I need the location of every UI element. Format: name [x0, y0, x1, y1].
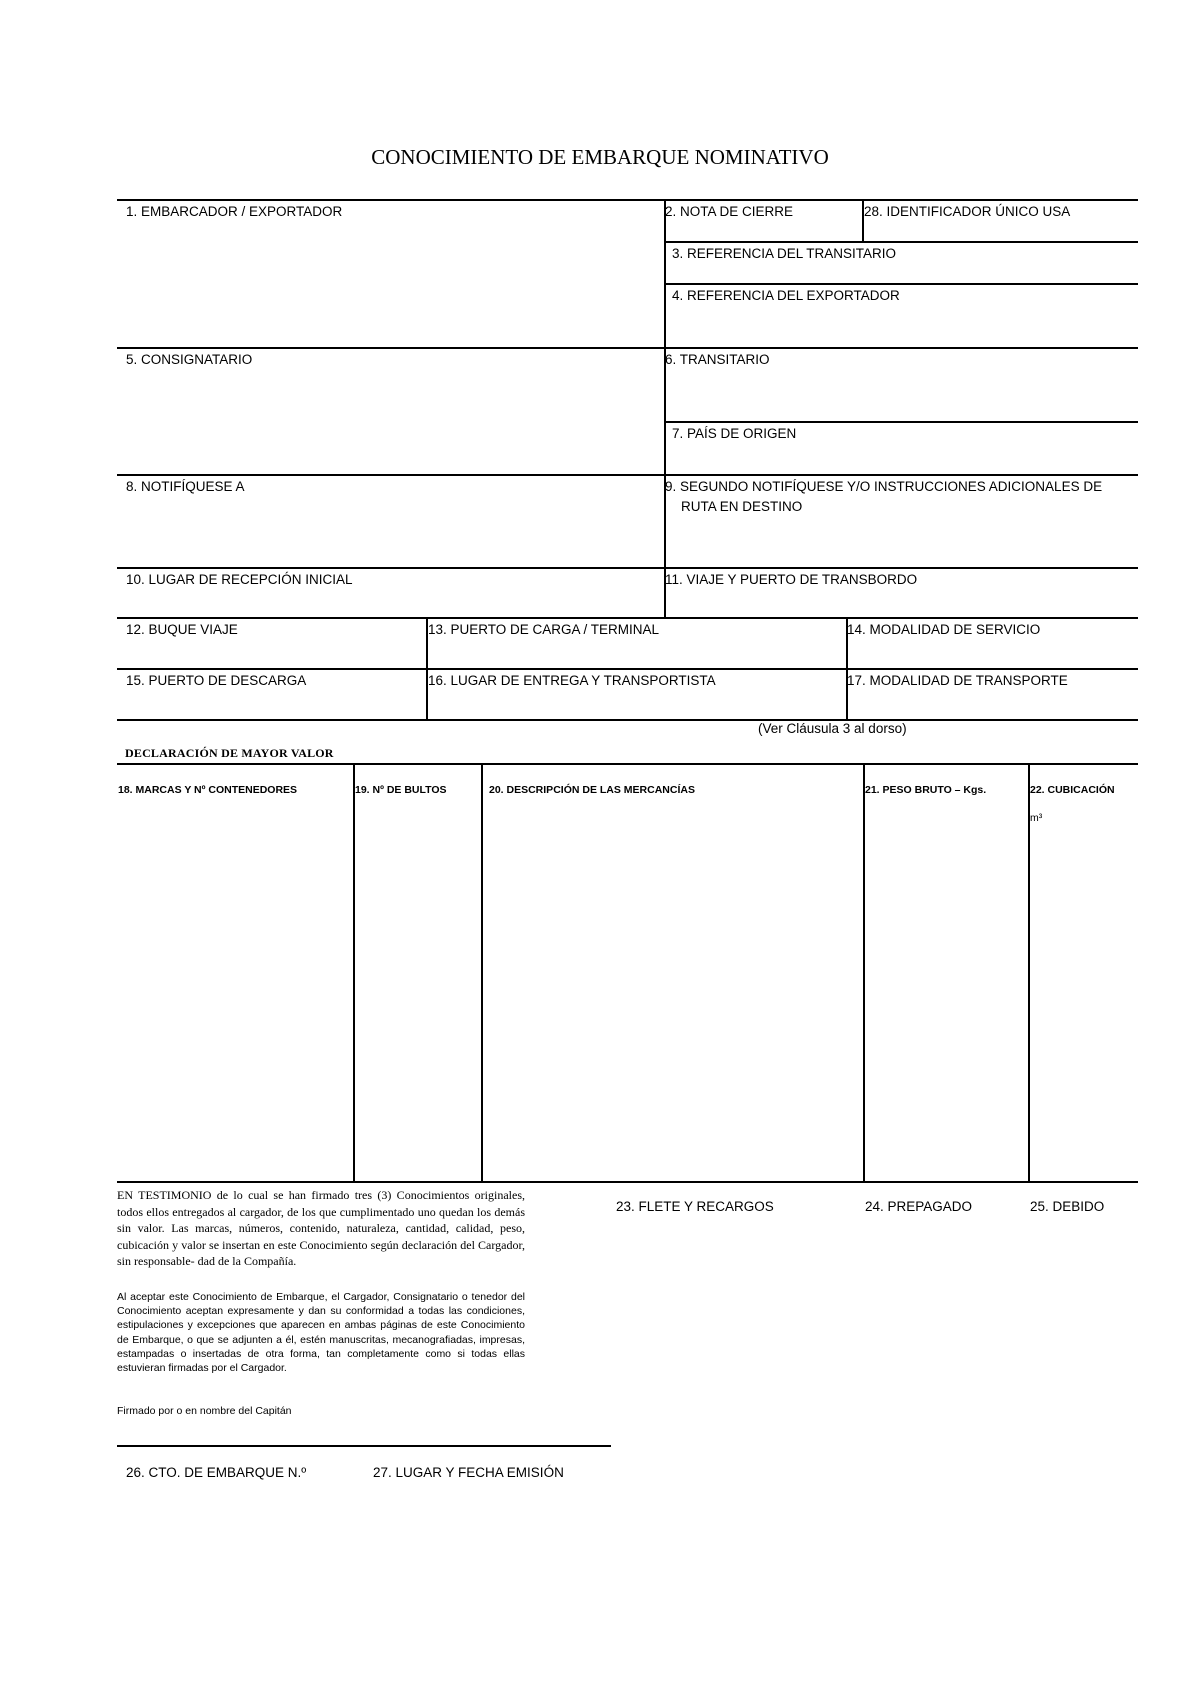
field-1-embarcador[interactable]: 1. EMBARCADOR / EXPORTADOR — [126, 204, 343, 219]
field-20-descripcion[interactable]: 20. DESCRIPCIÓN DE LAS MERCANCÍAS — [489, 784, 695, 796]
field-19-bultos[interactable]: 19. Nº DE BULTOS — [355, 784, 447, 796]
field-13-puerto-de-carga[interactable]: 13. PUERTO DE CARGA / TERMINAL — [428, 622, 660, 637]
field-25-debido[interactable]: 25. DEBIDO — [1030, 1199, 1105, 1214]
field-4-referencia-exportador[interactable]: 4. REFERENCIA DEL EXPORTADOR — [672, 288, 900, 303]
rule-goods-top — [117, 763, 1138, 765]
firmado-text: Firmado por o en nombre del Capitán — [117, 1405, 292, 1417]
field-21-peso-bruto[interactable]: 21. PESO BRUTO – Kgs. — [865, 784, 987, 796]
declaracion-mayor-valor: DECLARACIÓN DE MAYOR VALOR — [125, 746, 334, 760]
field-12-buque-viaje[interactable]: 12. BUQUE VIAJE — [126, 622, 238, 637]
ver-clausula-note: (Ver Cláusula 3 al dorso) — [758, 721, 907, 736]
field-14-modalidad-servicio[interactable]: 14. MODALIDAD DE SERVICIO — [847, 622, 1041, 637]
rule-row3 — [664, 283, 1138, 285]
field-6-transitario[interactable]: 6. TRANSITARIO — [665, 352, 770, 367]
field-18-marcas-contenedores[interactable]: 18. MARCAS Y Nº CONTENEDORES — [118, 784, 298, 796]
rule-top — [117, 199, 1138, 201]
rule-row9 — [117, 668, 1138, 670]
rule-goods-col19 — [353, 763, 355, 1182]
field-10-lugar-recepcion[interactable]: 10. LUGAR DE RECEPCIÓN INICIAL — [126, 572, 353, 587]
field-17-modalidad-transporte[interactable]: 17. MODALIDAD DE TRANSPORTE — [847, 673, 1068, 688]
field-2-nota-de-cierre[interactable]: 2. NOTA DE CIERRE — [665, 204, 794, 219]
rule-row4 — [117, 347, 1138, 349]
field-8-notifiquese[interactable]: 8. NOTIFÍQUESE A — [126, 479, 245, 494]
rule-vertical-main — [664, 199, 666, 617]
field-11-viaje-transbordo[interactable]: 11. VIAJE Y PUERTO DE TRANSBORDO — [665, 572, 918, 587]
field-9-segundo-notifiquese[interactable]: 9. SEGUNDO NOTIFÍQUESE Y/O INSTRUCCIONES ADICIONALES DE — [665, 479, 1103, 494]
field-22-unit: m³ — [1030, 812, 1043, 824]
rule-row10 — [117, 719, 1138, 721]
field-24-prepagado[interactable]: 24. PREPAGADO — [865, 1199, 973, 1214]
aceptacion-text: Al aceptar este Conocimiento de Embarque, el Cargador, Consignatario o tenedor del Conocimiento aceptan expresamente y dan su conformidad a todas las condiciones, estipulaciones y excepciones que aparecen en ambas páginas de este Conocimiento de Embarque, o que se adjunten a él, estén manuscritas, mecanografiadas, impresas, estampadas o insertadas de otra forma, tan completamente como si todas ellas estuvieran firmadas por el Cargador. — [117, 1291, 525, 1375]
rule-goods-col20 — [481, 763, 483, 1182]
field-7-pais-de-origen[interactable]: 7. PAÍS DE ORIGEN — [672, 426, 797, 441]
field-22-cubicacion[interactable]: 22. CUBICACIÓN — [1030, 784, 1115, 796]
rule-goods-col21 — [863, 763, 865, 1182]
document-title: CONOCIMIENTO DE EMBARQUE NOMINATIVO — [371, 145, 829, 169]
field-15-puerto-descarga[interactable]: 15. PUERTO DE DESCARGA — [126, 673, 307, 688]
field-28-identificador-usa[interactable]: 28. IDENTIFICADOR ÚNICO USA — [864, 204, 1071, 219]
testimonio-text: EN TESTIMONIO de lo cual se han firmado tres (3) Conocimientos originales, todos ellos entregados al cargador, de los que cumplimentado uno quedan los demás sin valor. Las marcas, números, contenido, naturaleza, cantidad, calidad, peso, cubicación y valor se insertan en este Conocimiento según declaración del Cargador, sin responsable- dad de la Compañía. — [117, 1188, 525, 1268]
rule-row7 — [117, 567, 1138, 569]
rule-row2 — [664, 241, 1138, 243]
field-16-lugar-entrega[interactable]: 16. LUGAR DE ENTREGA Y TRANSPORTISTA — [428, 673, 716, 688]
rule-row6 — [117, 474, 1138, 476]
field-9-segundo-notifiquese-line2: RUTA EN DESTINO — [681, 499, 803, 514]
rule-goods-col22 — [1028, 763, 1030, 1182]
field-26-cto-embarque[interactable]: 26. CTO. DE EMBARQUE N.º — [126, 1465, 307, 1480]
rule-signature — [117, 1445, 611, 1447]
rule-row5 — [664, 421, 1138, 423]
field-5-consignatario[interactable]: 5. CONSIGNATARIO — [126, 352, 253, 367]
rule-row8 — [117, 617, 1138, 619]
field-3-referencia-transitario[interactable]: 3. REFERENCIA DEL TRANSITARIO — [672, 246, 897, 261]
field-27-lugar-fecha-emision[interactable]: 27. LUGAR Y FECHA EMISIÓN — [373, 1465, 564, 1480]
rule-goods-bottom — [117, 1181, 1138, 1183]
field-23-flete-recargos[interactable]: 23. FLETE Y RECARGOS — [616, 1199, 774, 1214]
